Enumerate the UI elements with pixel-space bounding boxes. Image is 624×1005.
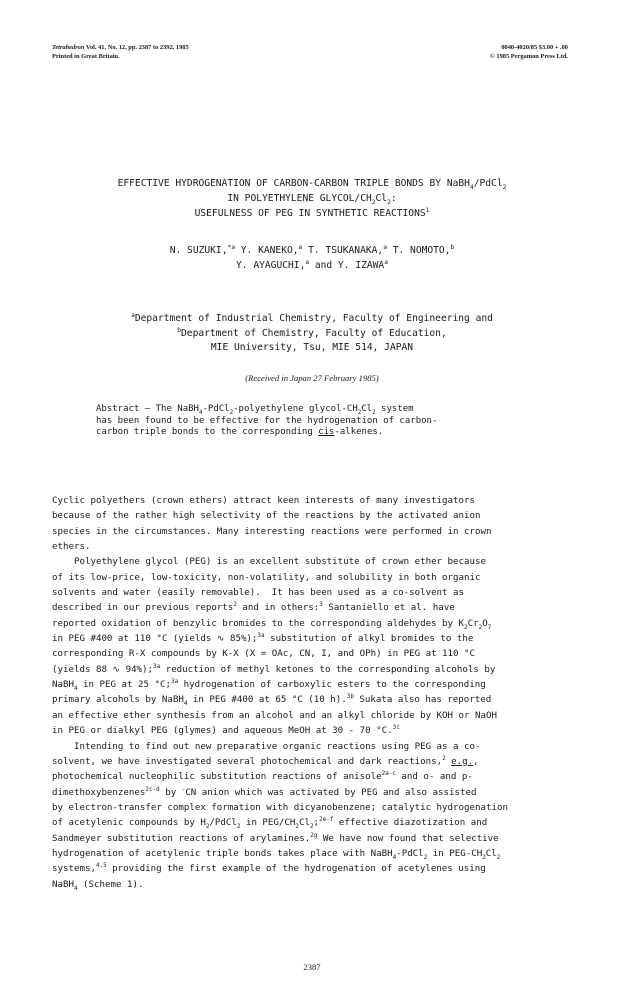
title-text: Cl (375, 193, 388, 204)
title-sub: 2 (502, 183, 507, 191)
affiliation-marker: b (177, 326, 182, 334)
text-line: photochemical nucleophilic substitution reactions of anisole$^{2a-c}$ and o- and p- (52, 770, 473, 783)
text-line: an effective ether synthesis from an alcohol and an alkyl chloride by KOH or NaOH (52, 710, 497, 721)
journal-header (52, 44, 189, 61)
author: and Y. IZAWA$^a$ (309, 258, 388, 271)
title-line-1: EFFECTIVE HYDROGENATION OF CARBON-CARBON TRIPLE BONDS BY NaBH (117, 178, 470, 189)
title-text: /PdCl (473, 178, 503, 189)
text-line: solvent, we have investigated several photochemical and dark reactions,$^2$ e.g., (52, 754, 479, 767)
received-date: (Received in Japan 27 February 1985) (245, 373, 379, 383)
title-sub: 2 (387, 198, 391, 206)
text-line: ethers. (52, 542, 91, 553)
journal-citation (52, 44, 189, 53)
printed-location: Printed in Great Britain. (52, 52, 120, 60)
title-line-3: USEFULNESS OF PEG IN SYNTHETIC REACTIONS (194, 208, 426, 219)
title-text: : (390, 193, 397, 204)
paper-title (0, 176, 624, 221)
text-line: reported oxidation of benzylic bromides to the corresponding aldehydes by $K_2Cr_2O_7$ (52, 618, 492, 631)
text-line: dimethoxybenzenes$^{2c-d}$ by -CN anion which was activated by PEG and also assisted (52, 785, 477, 798)
journal-name: Tetrahedron (52, 44, 85, 51)
text-line: in PEG or dialkyl PEG (glymes) and aqueous MeOH at 30 - 70 °C.$^{3c}$ (52, 724, 400, 737)
citation-text: Vol. 41, No. 12, pp. 2387 to 2392, 1985 (85, 44, 189, 51)
price-code: 0040-4020/85 $3.00 + .00 (501, 44, 568, 51)
text-line: (yields 88 ∿ 94%);$^{3a}$ reduction of methyl ketones to the corresponding alcohols by (52, 662, 496, 675)
text-line: solvents and water (easily removable). It has been used as a co-solvent as (52, 588, 465, 599)
text-line: NaBH$_4$ in PEG at 25 °C;$^{3a}$ hydrogenation of carboxylic esters to the corresponding (52, 678, 486, 692)
text-line: Sandmeyer substitution reactions of arylamines.$^{2g}$ We have now found that selective (52, 831, 499, 844)
text-line: of acetylenic compounds by $H_2/PdCl_2$ in PEG/$CH_2Cl_2;^{2e-f}$ effective diazotization and (52, 816, 488, 831)
text-line: of its low-price, low-toxicity, non-volatility, and solubility in both organic (52, 572, 481, 583)
page-number: 2387 (303, 962, 321, 972)
author: T. TSUKANAKA,$^a$ (302, 243, 387, 256)
text-line: Polyethylene glycol (PEG) is an excellent substitute of crown ether because (52, 557, 487, 568)
author: T. NOMOTO,$^b$ (386, 243, 455, 256)
affiliation-line: Department of Chemistry, Faculty of Education, (181, 327, 447, 339)
text-line: corresponding R-X compounds by K-X (X = OAc, CN, I, and OPh) in PEG at 110 °C (52, 649, 476, 660)
title-sub: 4 (469, 183, 474, 191)
affiliation-marker: a (131, 311, 135, 319)
publisher-header (490, 44, 568, 61)
title-line-2: IN POLYETHYLENE GLYCOL/CH (227, 193, 372, 204)
affiliations (0, 312, 624, 356)
author: Y. KANEKO,$^a$ (235, 243, 303, 256)
affiliation-line: MIE University, Tsu, MIE 514, JAPAN (210, 342, 414, 353)
text-line: hydrogenation of acetylenic triple bonds takes place with NaBH$_4$-PdCl$_2$ in PEG-$CH_2Cl_2$ (52, 848, 501, 861)
affiliation-line: Department of Industrial Chemistry, Faculty of Engineering and (134, 313, 493, 324)
author: N. SUZUKI,$^{*a}$ (169, 243, 235, 256)
author: Y. AYAGUCHI,$^a$ (236, 258, 310, 271)
author-list (0, 243, 624, 273)
text-line: in PEG #400 at 110 °C (yields ∿ 85%);$^{3a}$ substitution of alkyl bromides to the (52, 632, 474, 645)
abstract: Abstract — The NaBH$_4$-PdCl$_2$-polyethylene glycol-$CH_2Cl_2$ system has been found to be effective for the hydrogenation of carbon- carbon triple bonds to the corresponding cis-alkenes. (96, 404, 438, 437)
copyright-notice: © 1985 Pergamon Press Ltd. (490, 52, 568, 60)
text-line: primary alcohols by NaBH$_4$ in PEG #400 at 65 °C (10 h).$^{3b}$ Sukata also has reported (52, 693, 492, 708)
text-line: Intending to find out new preparative organic reactions using PEG as a co- (52, 741, 481, 752)
title-sub: 2 (371, 198, 376, 206)
text-line: by electron-transfer complex formation with dicyanobenzene; catalytic hydrogenation (52, 802, 508, 813)
body-text (52, 494, 572, 893)
text-line: described in our previous reports$^2$ and in others:$^3$ Santaniello et al. have (52, 601, 455, 614)
text-line: species in the circumstances. Many interesting reactions were performed in crown (52, 526, 492, 537)
text-line: NaBH$_4$ (Scheme 1). (52, 879, 144, 892)
footnote-ref: 1 (425, 206, 430, 214)
text-line: because of the rather high selectivity of the reactions by the activated anion (52, 511, 481, 522)
text-line: systems,$^{4,5}$ providing the first example of the hydrogenation of acetylenes using (52, 862, 486, 875)
text-line: Cyclic polyethers (crown ethers) attract keen interests of many investigators (52, 496, 476, 506)
